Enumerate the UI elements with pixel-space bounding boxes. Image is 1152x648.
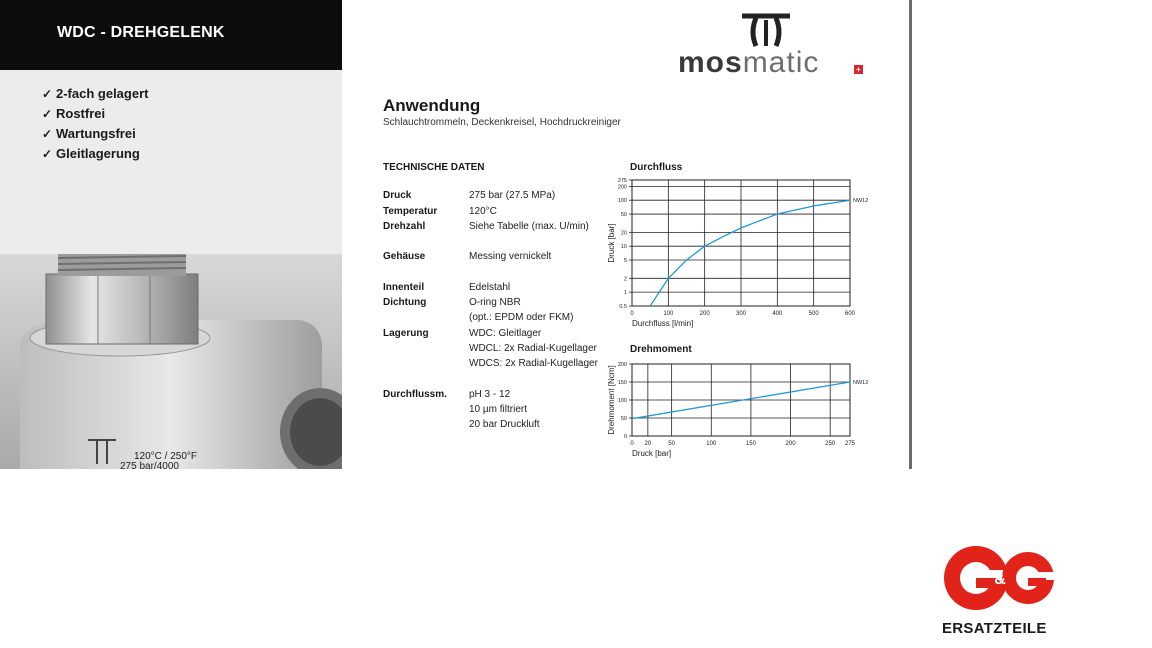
spec-label: Druck: [383, 190, 412, 201]
spec-value: pH 3 - 12: [469, 389, 511, 400]
series-label: NW12: [853, 380, 869, 386]
x-tick-label: 500: [808, 311, 819, 317]
spec-label: Durchflussm.: [383, 389, 447, 400]
spec-value: 275 bar (27.5 MPa): [469, 190, 556, 201]
product-panel: [0, 0, 342, 469]
y-tick-label: 50: [620, 416, 627, 422]
torque-chart: [600, 356, 870, 466]
feature-label: Gleitlagerung: [56, 146, 140, 161]
spec-value: Siehe Tabelle (max. U/min): [469, 221, 589, 232]
y-tick-label: 10: [620, 244, 627, 251]
tech-data-heading: TECHNISCHE DATEN: [383, 162, 485, 173]
torque-chart-title: Drehmoment: [630, 344, 692, 355]
mosmatic-wordmark: mosmatic: [678, 46, 820, 79]
gg-ampersand: &: [994, 571, 1006, 588]
spec-label: Dichtung: [383, 297, 427, 308]
mosmatic-logo: [678, 12, 868, 78]
x-tick-label: 275: [844, 441, 856, 447]
x-tick-label: 50: [668, 441, 675, 447]
y-tick-label: 150: [617, 380, 627, 386]
feature-item: [42, 104, 148, 124]
y-tick-label: 100: [617, 198, 627, 205]
y-tick-label: 0.5: [619, 304, 627, 310]
spec-label: Temperatur: [383, 206, 438, 217]
application-heading: Anwendung: [383, 96, 481, 115]
y-tick-label: 50: [620, 212, 627, 219]
x-tick-label: 400: [772, 311, 783, 317]
feature-list: [42, 84, 148, 164]
spec-value: WDCS: 2x Radial-Kugellager: [469, 358, 598, 369]
sheet-edge: [909, 0, 912, 469]
spec-value: Edelstahl: [469, 282, 511, 293]
feature-label: 2-fach gelagert: [56, 86, 149, 101]
feature-item: [42, 144, 148, 164]
x-axis-label: Druck [bar]: [632, 449, 672, 458]
spec-value: 120°C: [469, 206, 497, 217]
series-label: NW12: [853, 198, 869, 205]
x-tick-label: 200: [785, 441, 796, 447]
gg-caption: ERSATZTEILE: [942, 620, 1047, 637]
y-tick-label: 100: [617, 398, 627, 404]
check-icon: ✓: [42, 147, 53, 161]
spec-value: Messing vernickelt: [469, 251, 552, 262]
y-axis-label: Drehmoment [Ncm]: [607, 365, 616, 435]
feature-item: [42, 124, 148, 144]
mosmatic-emblem-icon: [738, 12, 798, 48]
y-tick-label: 20: [620, 230, 627, 237]
series-line: [650, 200, 850, 306]
x-tick-label: 600: [844, 311, 856, 317]
product-title: WDC - DREHGELENK: [57, 24, 225, 41]
y-axis-label: Druck [bar]: [607, 223, 616, 263]
y-tick-label: 1: [623, 290, 627, 297]
x-tick-label: 100: [706, 441, 717, 447]
y-tick-label: 0: [623, 434, 627, 440]
application-text: Schlauchtrommeln, Deckenkreisel, Hochdruckreiniger: [383, 117, 621, 128]
feature-item: [42, 84, 148, 104]
check-icon: ✓: [42, 107, 53, 121]
spec-label: Drehzahl: [383, 221, 426, 232]
x-tick-label: 0: [630, 441, 634, 447]
x-tick-label: 0: [630, 311, 634, 317]
x-tick-label: 20: [644, 441, 652, 447]
photo-pressure-text: 275 bar/4000: [120, 461, 179, 469]
photo-temperature-text: 120°C / 250°F: [134, 451, 198, 462]
x-tick-label: 100: [663, 311, 674, 317]
x-tick-label: 300: [735, 311, 747, 317]
feature-label: Rostfrei: [56, 106, 106, 121]
spec-label: Lagerung: [383, 328, 429, 339]
gg-logo: [940, 540, 1062, 640]
y-tick-label: 200: [617, 362, 627, 368]
swiss-flag-icon: +: [854, 65, 863, 74]
check-icon: ✓: [42, 127, 53, 141]
spec-label: Innenteil: [383, 282, 425, 293]
title-bar: [0, 0, 342, 70]
check-icon: ✓: [42, 87, 53, 101]
product-photo: [0, 254, 342, 469]
y-tick-label: 2: [623, 276, 627, 283]
x-tick-label: 150: [745, 441, 756, 447]
spec-label: Gehäuse: [383, 251, 426, 262]
swivel-joint-illustration: [0, 254, 342, 469]
feature-label: Wartungsfrei: [56, 126, 136, 141]
x-tick-label: 250: [825, 441, 836, 447]
spec-value: O-ring NBR: [469, 297, 521, 308]
x-axis-label: Durchfluss [l/min]: [632, 319, 694, 328]
gg-emblem-icon: [940, 540, 1062, 620]
spec-value: 20 bar Druckluft: [469, 419, 540, 430]
spec-value: 10 µm filtriert: [469, 404, 527, 415]
spec-value: WDCL: 2x Radial-Kugellager: [469, 343, 597, 354]
y-tick-label: 5: [623, 258, 627, 265]
spec-value: WDC: Gleitlager: [469, 328, 542, 339]
spec-value: (opt.: EPDM oder FKM): [469, 312, 574, 323]
x-tick-label: 200: [699, 311, 710, 317]
y-tick-label: 275: [617, 178, 627, 184]
flow-chart-title: Durchfluss: [630, 162, 683, 173]
y-tick-label: 200: [617, 184, 627, 191]
flow-chart: [600, 172, 870, 342]
